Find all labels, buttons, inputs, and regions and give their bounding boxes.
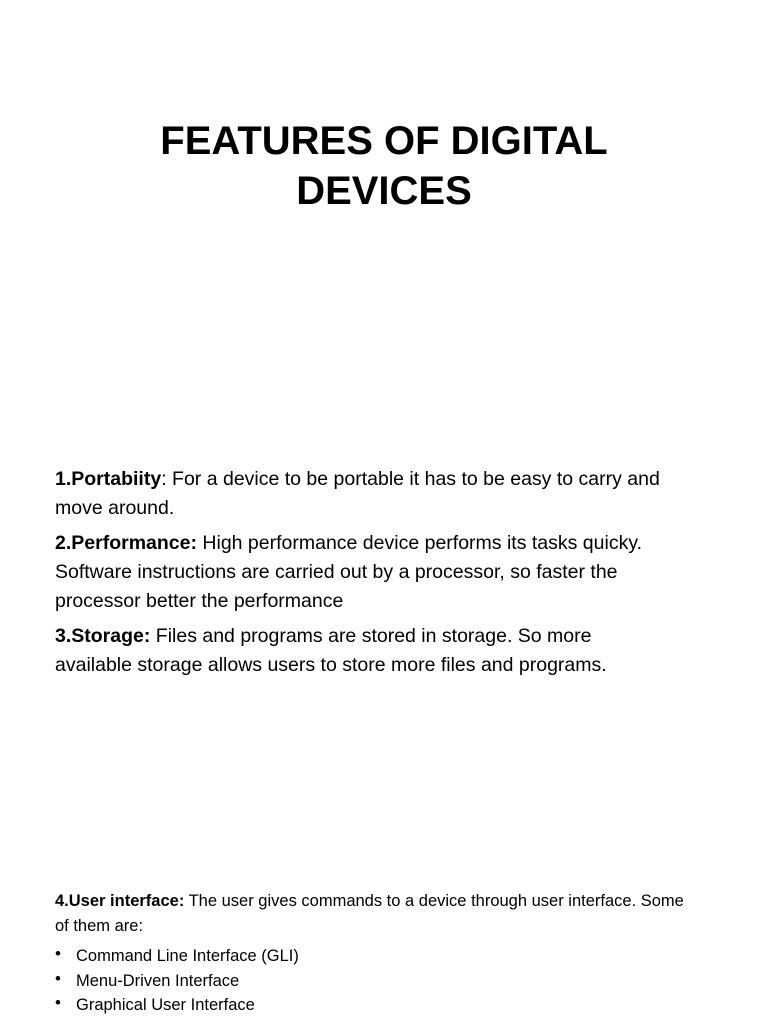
title-line-1: FEATURES OF DIGITAL [160, 119, 608, 163]
feature-text: High performance device performs its tasks quicky. Software instructions are carried out by a processor, so faster the processor better the performance [55, 532, 643, 612]
bullet-icon: • [55, 993, 61, 1012]
feature-storage [55, 622, 665, 680]
feature-performance [55, 529, 665, 616]
user-interface-intro [55, 889, 695, 939]
feature-text: : For a device to be portable it has to be easy to carry and move around. [55, 468, 660, 519]
user-interface-section [55, 889, 695, 1018]
list-item-text: Menu-Driven Interface [76, 971, 240, 990]
list-item [55, 944, 695, 969]
feature-label: 1.Portabiity [55, 468, 162, 490]
user-interface-list [55, 944, 695, 1018]
feature-label: 2.Performance: [55, 532, 197, 554]
feature-text: Files and programs are stored in storage. So more available storage allows users to store more files and programs. [55, 625, 607, 676]
features-list [55, 465, 665, 686]
list-item-text: Command Line Interface (GLI) [76, 947, 299, 965]
user-interface-label: 4.User interface: [55, 892, 185, 910]
feature-label: 3.Storage: [55, 625, 151, 647]
list-item-text: Graphical User Interface [76, 996, 255, 1014]
page-title [0, 116, 768, 216]
list-item [55, 993, 695, 1018]
bullet-icon: • [55, 944, 61, 963]
bullet-icon: • [55, 968, 61, 988]
list-item [55, 969, 695, 994]
user-interface-text: The user gives commands to a device through user interface. Some of them are: [55, 892, 684, 935]
feature-portability [55, 465, 665, 523]
title-line-2: DEVICES [296, 169, 472, 213]
